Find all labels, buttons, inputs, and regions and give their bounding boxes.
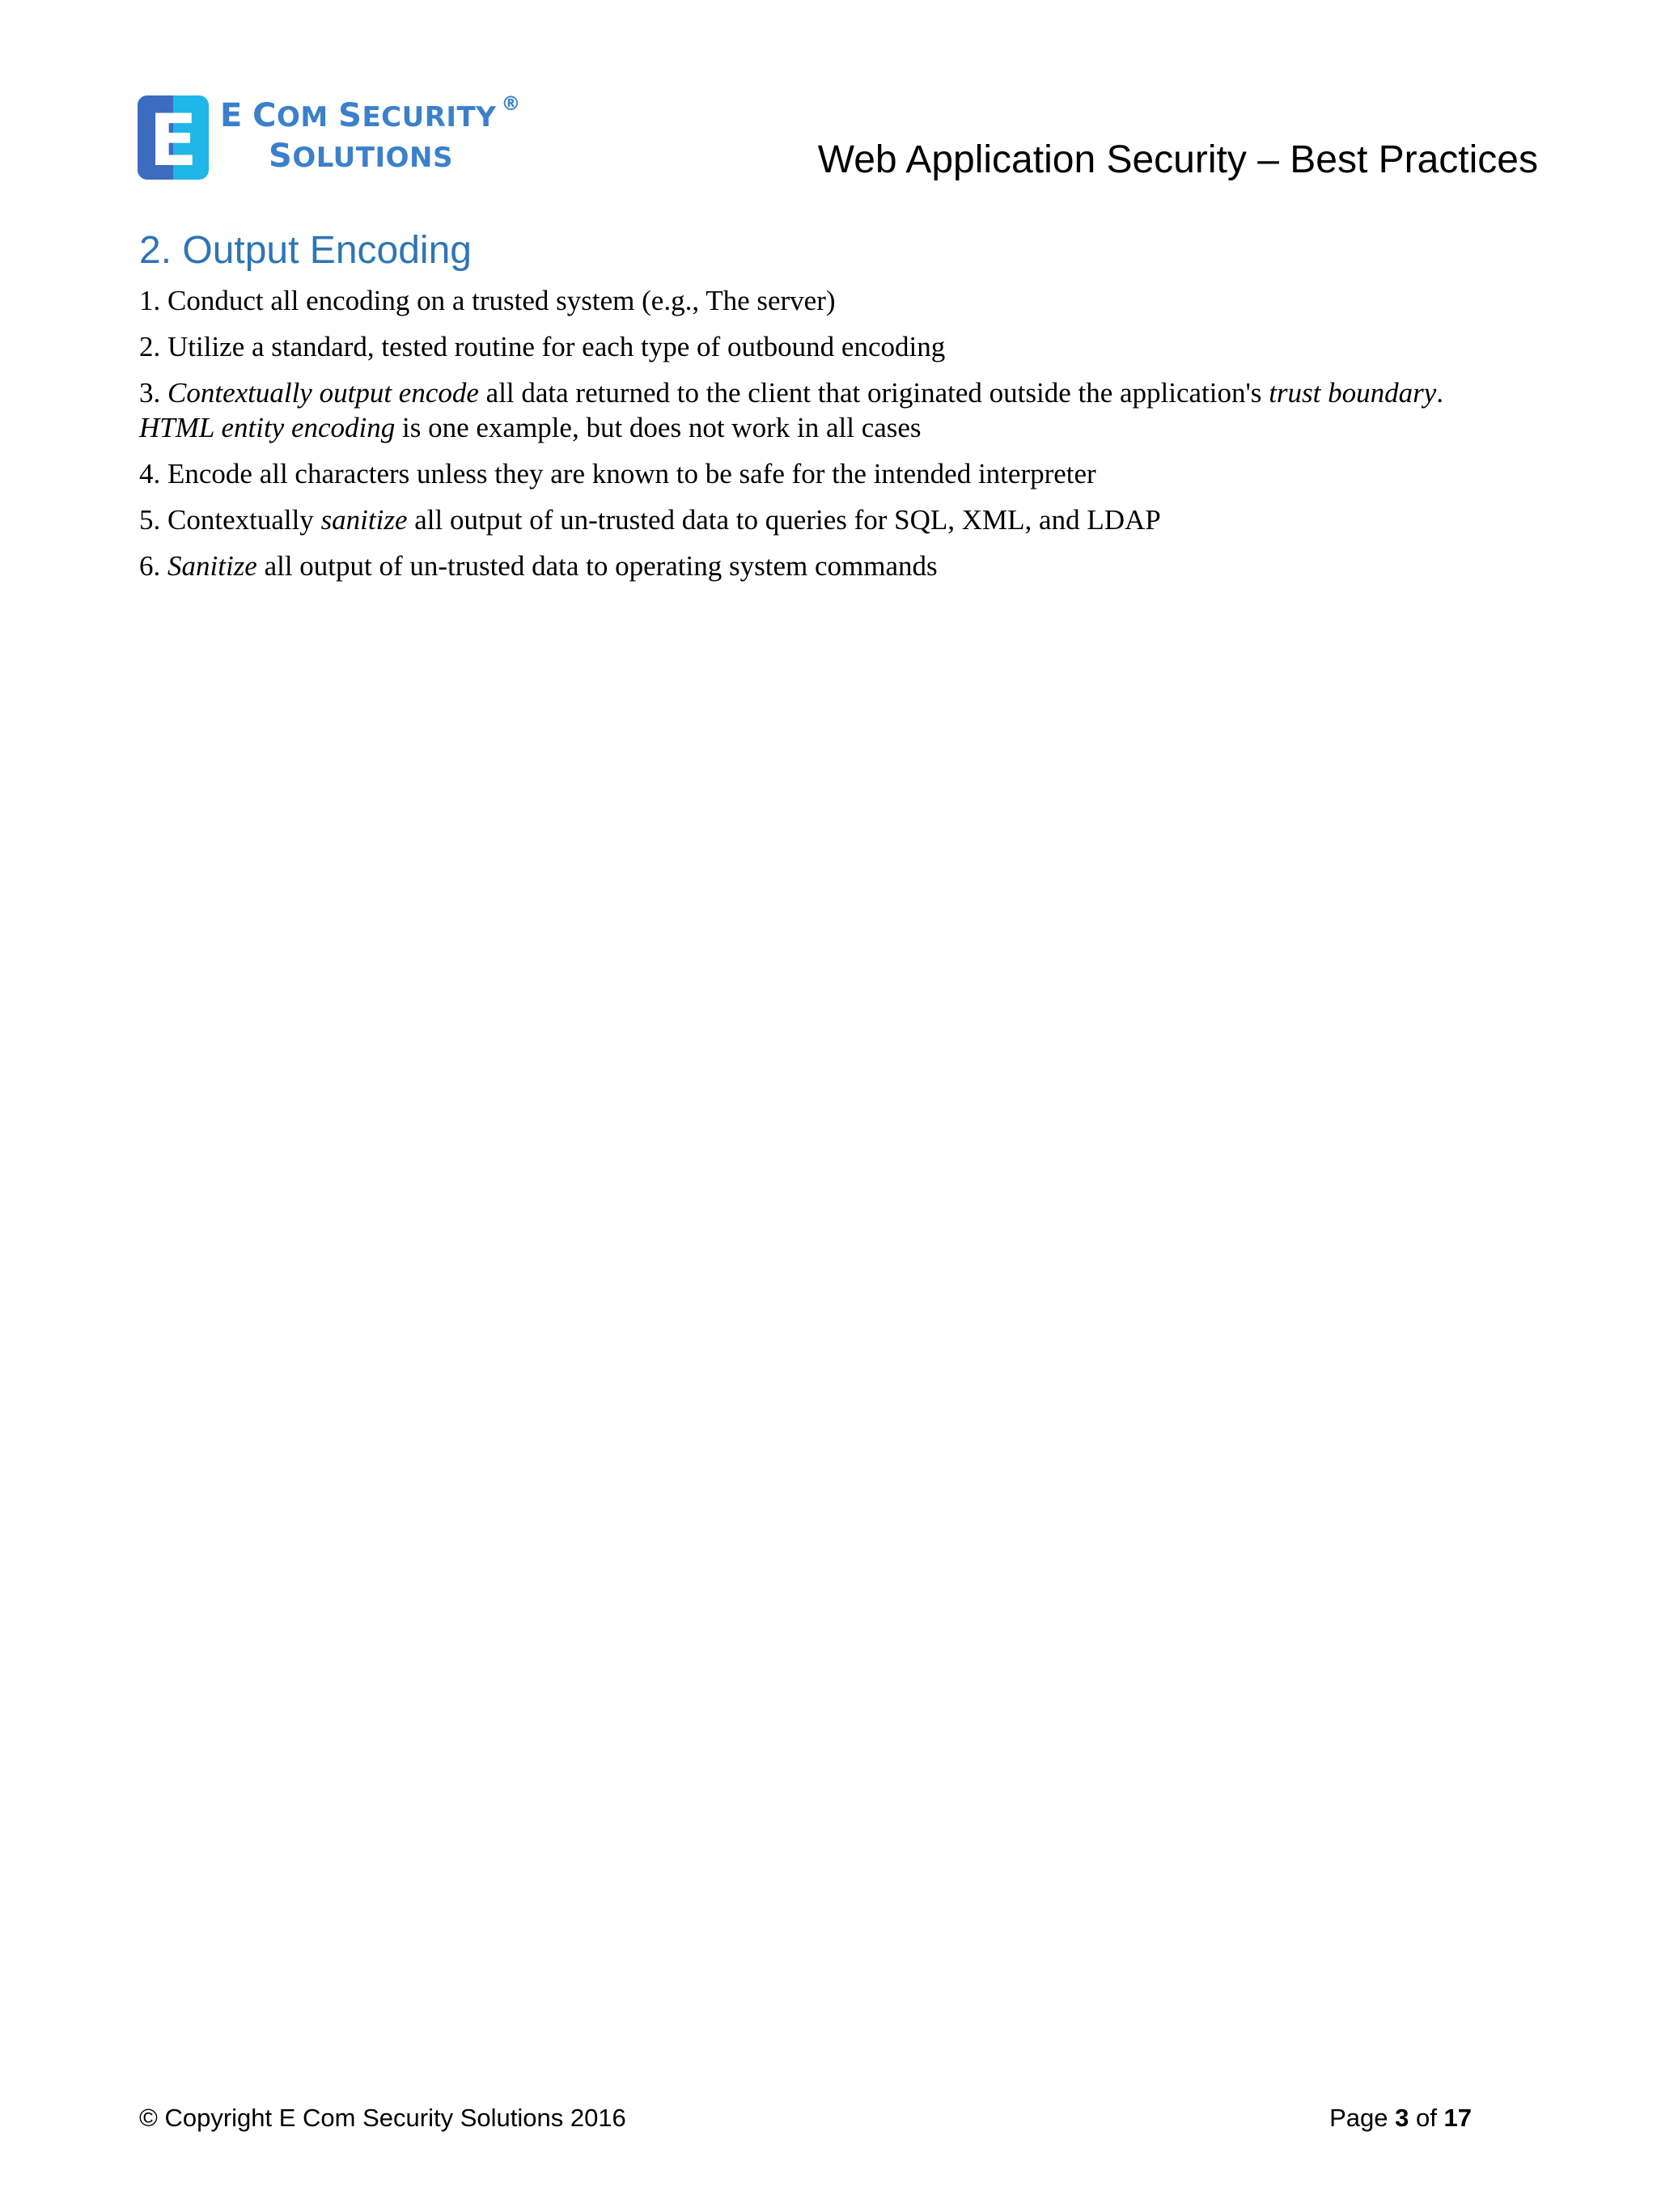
list-item: 3. Contextually output encode all data returned to the client that originated outside the application's trust boundary. HTML entity encoding is one example, but does not work in all cases xyxy=(139,377,1444,443)
logo-text-line2: SOLUTIONS xyxy=(269,138,453,175)
logo-text-line1: E COM SECURITY ® xyxy=(220,92,521,134)
section-heading: 2. Output Encoding xyxy=(139,229,472,272)
document-title: Web Application Security – Best Practices xyxy=(817,138,1538,181)
list-item: 2. Utilize a standard, tested routine for each type of outbound encoding xyxy=(139,331,946,362)
list-item: 6. Sanitize all output of un-trusted data to operating system commands xyxy=(139,550,938,582)
company-logo-mark-icon xyxy=(138,95,209,180)
list-item: 1. Conduct all encoding on a trusted system (e.g., The server) xyxy=(139,285,836,316)
list-item: 5. Contextually sanitize all output of un-trusted data to queries for SQL, XML, and LDAP xyxy=(139,504,1161,536)
registered-mark: ® xyxy=(501,92,521,115)
footer-copyright: © Copyright E Com Security Solutions 2016 xyxy=(139,2104,626,2132)
output-encoding-section xyxy=(139,225,1531,595)
company-logo xyxy=(138,92,542,184)
footer-page-number: Page 3 of 17 xyxy=(1329,2104,1472,2132)
list-item: 4. Encode all characters unless they are known to be safe for the intended interpreter xyxy=(139,458,1096,489)
svg-text:E: E xyxy=(148,99,198,180)
